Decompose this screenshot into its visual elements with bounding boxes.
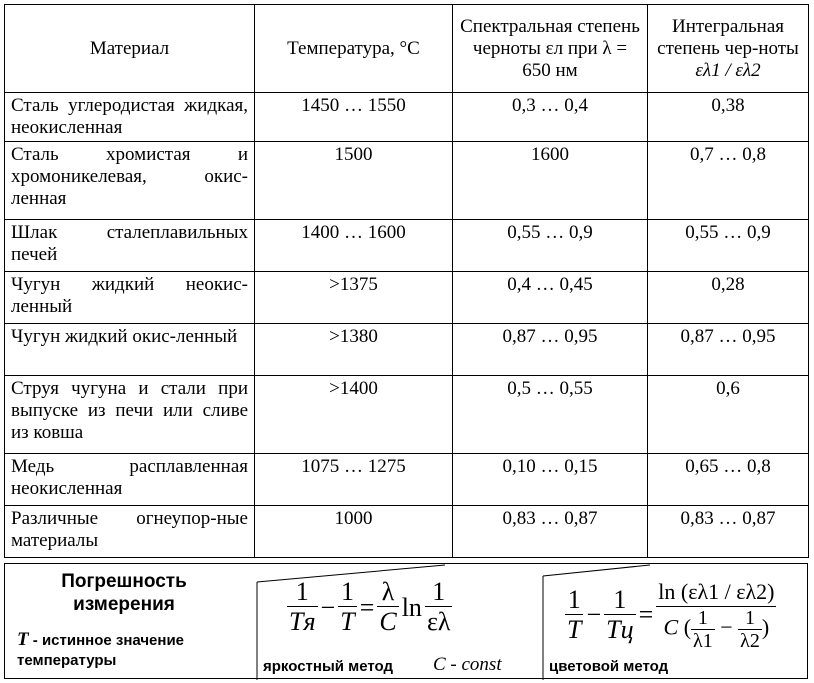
- cell-material: Чугун жидкий окис-ленный: [5, 324, 255, 376]
- brightness-t: T: [340, 607, 355, 636]
- cell-spectral: 0,10 … 0,15: [453, 454, 648, 506]
- color-minus: −: [586, 600, 602, 629]
- frac1-num: 1: [287, 578, 318, 607]
- formula-panel: [4, 563, 808, 679]
- cell-material: Различные огнеупор-ные материалы: [5, 506, 255, 558]
- error-title-line1: Погрешность: [61, 571, 187, 592]
- table-row: [5, 324, 809, 376]
- equals-sign: =: [359, 592, 375, 622]
- brightness-const-note: C - const: [433, 654, 502, 675]
- table-row: [5, 272, 809, 324]
- cell-integral: 0,6: [648, 376, 809, 454]
- header-integral: [648, 5, 809, 93]
- cfrac1-num: 1: [565, 586, 583, 615]
- error-title-line2: измерения: [73, 594, 175, 615]
- cell-temperature: >1380: [255, 324, 453, 376]
- cell-spectral: 1600: [453, 142, 648, 220]
- cell-integral: 0,83 … 0,87: [648, 506, 809, 558]
- cell-spectral: 0,87 … 0,95: [453, 324, 648, 376]
- header-integral-ratio: ελ1 / ελ2: [695, 59, 761, 81]
- cell-temperature: >1375: [255, 272, 453, 324]
- cell-material: Чугун жидкий неокис-ленный: [5, 272, 255, 324]
- cell-spectral: 0,83 … 0,87: [453, 506, 648, 558]
- header-spectral: Спектральная степень черноты εл при λ = 650 нм: [453, 5, 648, 93]
- cell-spectral: 0,3 … 0,4: [453, 93, 648, 142]
- frac3-num: 1: [425, 578, 453, 607]
- cell-spectral: 0,5 … 0,55: [453, 376, 648, 454]
- color-formula: [565, 578, 776, 652]
- table-row: [5, 454, 809, 506]
- cell-material: Сталь углеродистая жидкая, неокисленная: [5, 93, 255, 142]
- cfrac2-num: 1: [604, 586, 635, 615]
- cfrac3-num: 1: [691, 607, 715, 630]
- emissivity-table: [4, 4, 809, 558]
- color-lambda2: λ2: [740, 630, 760, 652]
- color-t: T: [567, 614, 582, 644]
- cell-integral: 0,87 … 0,95: [648, 324, 809, 376]
- cell-temperature: 1450 … 1550: [255, 93, 453, 142]
- table-row: [5, 220, 809, 272]
- color-lambda1: λ1: [693, 630, 713, 652]
- true-temperature-text: - истинное значение температуры: [17, 632, 185, 669]
- ln-symbol: ln: [401, 592, 422, 622]
- header-integral-text: Интегральная степень чер-ноты: [657, 15, 799, 59]
- cell-integral: 0,7 … 0,8: [648, 142, 809, 220]
- cell-integral: 0,65 … 0,8: [648, 454, 809, 506]
- minus-sign: −: [320, 592, 336, 622]
- brightness-lambda: λ: [377, 578, 398, 607]
- cell-temperature: 1400 … 1600: [255, 220, 453, 272]
- true-temperature-symbol: T: [17, 629, 29, 650]
- cell-material: Шлак сталеплавильных печей: [5, 220, 255, 272]
- cell-material: Медь расплавленная неокисленная: [5, 454, 255, 506]
- header-material: Материал: [5, 5, 255, 93]
- cell-spectral: 0,4 … 0,45: [453, 272, 648, 324]
- table-row: [5, 93, 809, 142]
- cell-integral: 0,55 … 0,9: [648, 220, 809, 272]
- color-denominator: C ( $\frac{1}{\lambda 1}$ − $\frac{1}{\lambda 2}$ ): [663, 607, 770, 652]
- cell-integral: 0,38: [648, 93, 809, 142]
- frac2-num: 1: [338, 578, 356, 607]
- brightness-t-ya: Tя: [289, 607, 316, 636]
- color-c: C: [663, 614, 679, 640]
- table-row: [5, 142, 809, 220]
- cell-integral: 0,28: [648, 272, 809, 324]
- brightness-formula: [287, 578, 452, 637]
- cell-temperature: 1000: [255, 506, 453, 558]
- color-ln-expr: ln (ελ1 / ελ2): [656, 578, 776, 607]
- color-label: цветовой метод: [549, 658, 669, 675]
- header-temperature: Температура, °С: [255, 5, 453, 93]
- cell-temperature: >1400: [255, 376, 453, 454]
- brightness-eps: ελ: [426, 607, 451, 636]
- color-t-ts: Tц: [606, 614, 634, 644]
- cell-material: Струя чугуна и стали при выпуске из печи или сливе из ковша: [5, 376, 255, 454]
- cfrac4-num: 1: [738, 607, 762, 630]
- brightness-label: яркостный метод: [263, 658, 394, 675]
- table-row: [5, 506, 809, 558]
- table-row: [5, 376, 809, 454]
- cell-temperature: 1500: [255, 142, 453, 220]
- brightness-c: C: [379, 607, 397, 636]
- cell-spectral: 0,55 … 0,9: [453, 220, 648, 272]
- cell-temperature: 1075 … 1275: [255, 454, 453, 506]
- cell-material: Сталь хромистая и хромоникелевая, окис-ленная: [5, 142, 255, 220]
- header-row: [5, 5, 809, 93]
- color-equals: =: [638, 600, 654, 629]
